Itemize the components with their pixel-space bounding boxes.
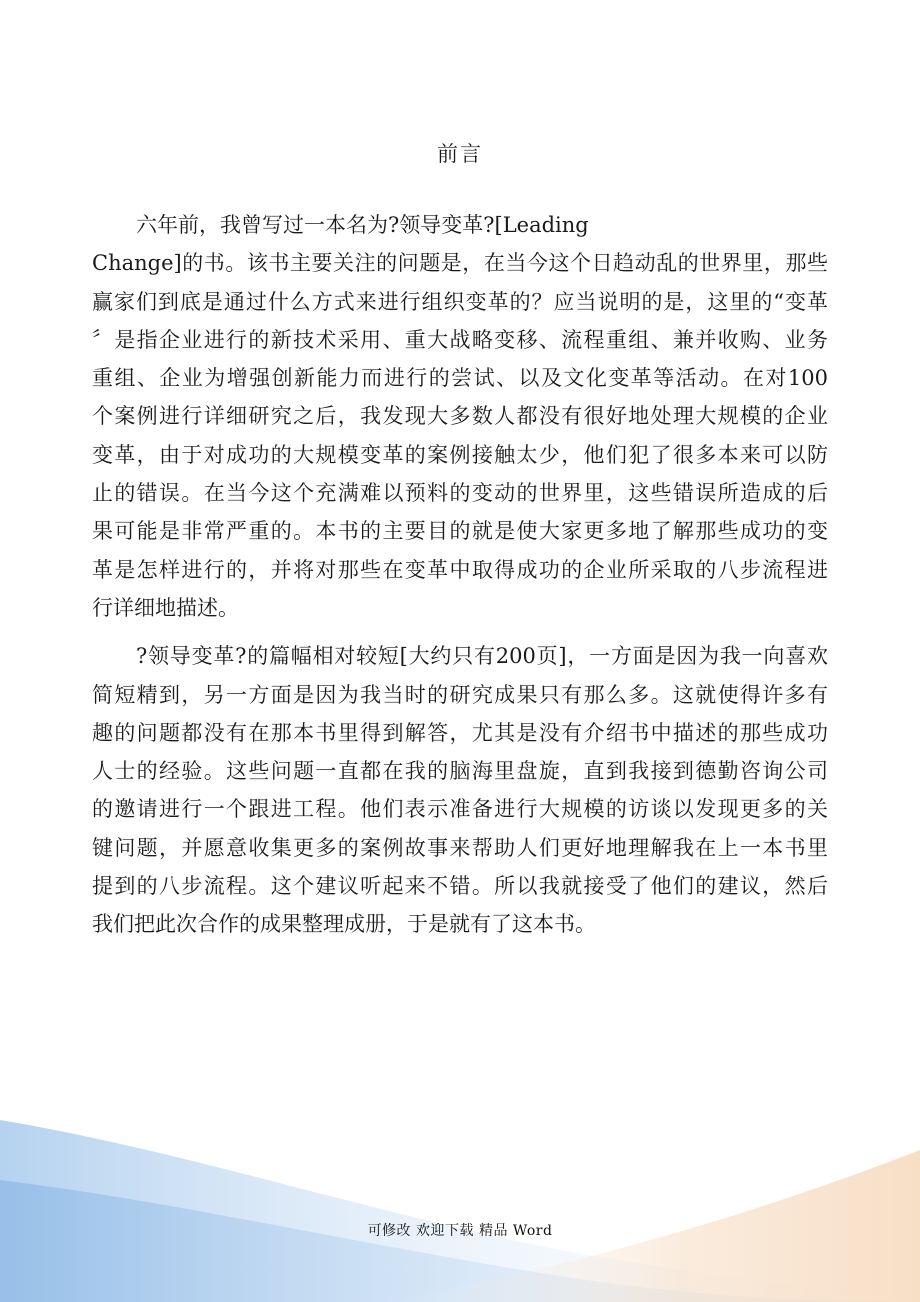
text-line: 简短精到，另一方面是因为我当时的研究成果只有那么多。这就使得许多有	[92, 682, 828, 707]
page-footer: 可修改 欢迎下载 精品 Word	[367, 1223, 553, 1239]
paragraph-gap	[92, 627, 828, 637]
text-line: 六年前，我曾写过一本名为?领导变革?[Leading	[136, 213, 589, 237]
text-line: 人士的经验。这些问题一直都在我的脑海里盘旋，直到我接到德勤咨询公司	[92, 759, 828, 784]
text-line: Change]的书。该书主要关注的问题是，在当今这个日趋动乱的世界里，那些	[92, 251, 828, 276]
paragraph	[92, 637, 828, 943]
body-text	[92, 206, 828, 944]
text-line: 提到的八步流程。这个建议听起来不错。所以我就接受了他们的建议，然后	[92, 874, 828, 899]
text-line: 我们把此次合作的成果整理成册，于是就有了这本书。	[92, 912, 596, 937]
text-line: 变革，由于对成功的大规模变革的案例接触太少，他们犯了很多本来可以防	[92, 442, 828, 467]
text-line: 果可能是非常严重的。本书的主要目的就是使大家更多地了解那些成功的变	[92, 519, 828, 544]
text-line: 的邀请进行一个跟进工程。他们表示准备进行大规模的访谈以发现更多的关	[92, 797, 828, 822]
paragraph	[92, 206, 828, 627]
text-line: 〞是指企业进行的新技术采用、重大战略变移、流程重组、兼并收购、业务	[92, 327, 828, 352]
text-line: 个案例进行详细研究之后，我发现大多数人都没有很好地处理大规模的企业	[92, 404, 828, 429]
text-line: 行详细地描述。	[92, 595, 239, 620]
text-line: 趣的问题都没有在那本书里得到解答，尤其是没有介绍书中描述的那些成功	[92, 720, 828, 745]
text-line: 止的错误。在当今这个充满难以预料的变动的世界里，这些错误所造成的后	[92, 481, 828, 506]
text-line: 赢家们到底是通过什么方式来进行组织变革的？应当说明的是，这里的“变革	[92, 289, 828, 314]
text-line: 重组、企业为增强创新能力而进行的尝试、以及文化变革等活动。在对100	[92, 366, 828, 391]
text-line: 键问题，并愿意收集更多的案例故事来帮助人们更好地理解我在上一本书里	[92, 835, 828, 860]
page-title: 前言	[437, 142, 483, 166]
text-line: 革是怎样进行的，并将对那些在变革中取得成功的企业所采取的八步流程进	[92, 557, 828, 582]
text-line: ?领导变革?的篇幅相对较短[大约只有200页]，一方面是因为我一向喜欢	[136, 644, 828, 669]
